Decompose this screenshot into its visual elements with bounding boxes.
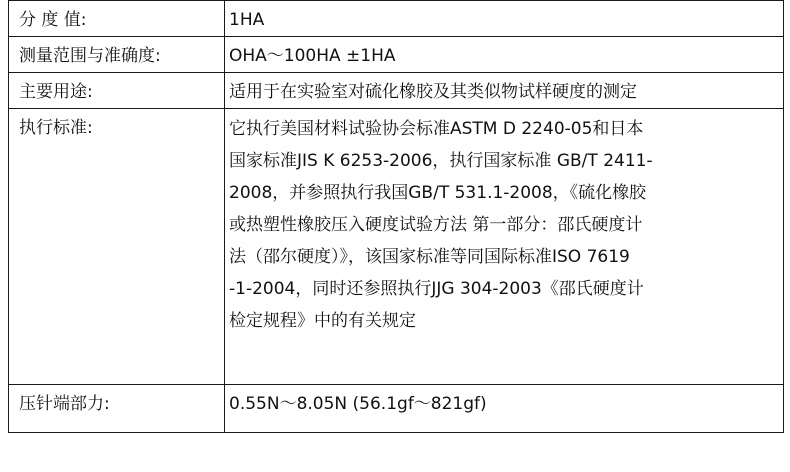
row-label-division: 分 度 值: [9,1,225,37]
row-label-main-use: 主要用途: [9,73,225,109]
standards-line: 2008，并参照执行我国GB/T 531.1-2008，《硫化橡胶 [229,183,647,203]
row-label-range-accuracy: 测量范围与准确度: [9,37,225,73]
table-row [9,37,784,73]
table-row [9,1,784,37]
table-row [9,73,784,109]
row-label-indenter-force: 压针端部力: [9,385,225,433]
row-value-main-use: 适用于在实验室对硫化橡胶及其类似物试样硬度的测定 [225,73,784,109]
standards-line: 国家标准JIS K 6253-2006，执行国家标准 GB/T 2411- [229,151,653,171]
row-value-division: 1HA [225,1,784,37]
spec-table [8,0,784,433]
standards-line: 或热塑性橡胶压入硬度试验方法 第一部分：邵氏硬度计 [229,215,643,235]
row-value-standards [225,109,784,385]
standards-line: 法（邵尔硬度）》，该国家标准等同国际标准ISO 7619 [229,247,630,267]
standards-line: 检定规程》中的有关规定 [229,311,416,331]
table-row [9,109,784,385]
standards-line: 它执行美国材料试验协会标准ASTM D 2240-05和日本 [229,119,644,139]
standards-text [229,113,783,337]
row-label-standards: 执行标准: [9,109,225,385]
row-value-range-accuracy: OHA～100HA ±1HA [225,37,784,73]
standards-line: -1-2004，同时还参照执行JJG 304-2003《邵氏硬度计 [229,279,644,299]
table-row [9,385,784,433]
row-value-indenter-force: 0.55N～8.05N (56.1gf～821gf) [225,385,784,433]
